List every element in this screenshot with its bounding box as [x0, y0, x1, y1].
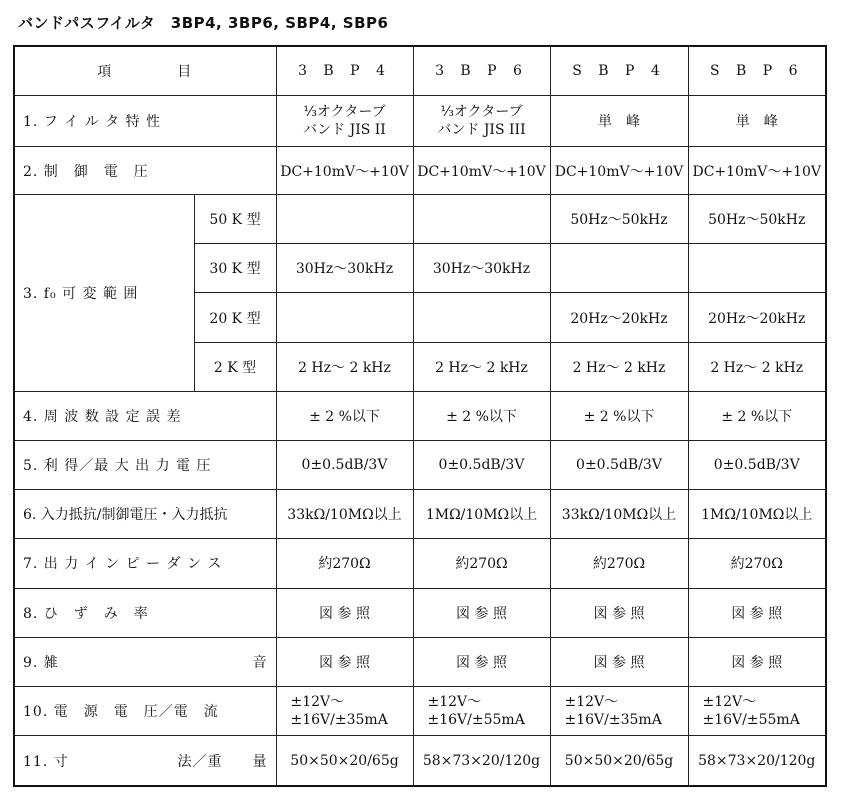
cell-3bp4: 30Hz～30kHz [276, 244, 413, 293]
row-label [14, 637, 276, 686]
cell-sbp4 [550, 686, 688, 735]
cell-sbp4: 約270Ω [550, 539, 688, 588]
cell-3bp4 [276, 195, 413, 244]
row-control-voltage [14, 146, 826, 194]
cell-sbp6: 図 参 照 [688, 588, 826, 637]
header-model-3bp6: 3 B P 6 [413, 46, 550, 95]
cell-line-2: ±16V/±55mA [427, 712, 525, 729]
cell-3bp6 [413, 195, 550, 244]
cell-3bp4 [276, 686, 413, 735]
cell-sbp6: 図 参 照 [688, 637, 826, 686]
row-gain-max-output [14, 441, 826, 490]
cell-line-1: ±12V～ [290, 694, 345, 711]
cell-3bp6 [413, 95, 550, 146]
row-filter-characteristic [14, 95, 826, 146]
row-label: 2. 制 御 電 圧 [14, 146, 276, 194]
row-dimensions-weight [14, 736, 826, 786]
row-label-start: 11. 寸 [23, 753, 69, 770]
row-label: 5. 利 得／最 大 出 力 電 圧 [14, 441, 276, 490]
row-label: 7. 出 力 イ ン ピ ー ダ ン ス [14, 539, 276, 588]
cell-line-2: ±16V/±35mA [564, 712, 662, 729]
cell-3bp4: DC+10mV～+10V [276, 146, 413, 194]
row-label: 4. 周 波 数 設 定 誤 差 [14, 391, 276, 440]
row-f0-range-50k [14, 195, 826, 244]
cell-3bp6: 図 参 照 [413, 637, 550, 686]
header-row [14, 46, 826, 95]
cell-sbp4: 図 参 照 [550, 588, 688, 637]
row-frequency-error [14, 391, 826, 440]
cell-3bp6: DC+10mV～+10V [413, 146, 550, 194]
cell-sbp4: 20Hz～20kHz [550, 293, 688, 342]
cell-3bp4: 0±0.5dB/3V [276, 441, 413, 490]
cell-line-1: ⅓オクターブ [303, 103, 386, 120]
cell-line-1: ⅓オクターブ [440, 103, 523, 120]
cell-3bp4: 約270Ω [276, 539, 413, 588]
row-label [14, 736, 276, 786]
cell-line-1: ±12V～ [702, 694, 757, 711]
cell-3bp6: 約270Ω [413, 539, 550, 588]
cell-sbp6: 2 Hz～ 2 kHz [688, 342, 826, 391]
cell-3bp6: 0±0.5dB/3V [413, 441, 550, 490]
cell-line-1: ±12V～ [427, 694, 482, 711]
cell-sbp6: 20Hz～20kHz [688, 293, 826, 342]
cell-3bp4 [276, 95, 413, 146]
cell-sbp4: 図 参 照 [550, 637, 688, 686]
cell-3bp6: 58×73×20/120g [413, 736, 550, 786]
cell-sbp4: DC+10mV～+10V [550, 146, 688, 194]
cell-3bp6: 図 参 照 [413, 588, 550, 637]
row-label: 6. 入力抵抗/制御電圧・入力抵抗 [14, 490, 276, 539]
cell-sbp6: 1MΩ/10MΩ以上 [688, 490, 826, 539]
cell-3bp4 [276, 293, 413, 342]
cell-sbp4: 0±0.5dB/3V [550, 441, 688, 490]
row-noise [14, 637, 826, 686]
cell-3bp6 [413, 293, 550, 342]
cell-sbp4 [550, 244, 688, 293]
sub-label-20k: 20 K 型 [194, 293, 276, 342]
cell-sbp6: 0±0.5dB/3V [688, 441, 826, 490]
row-label-end: 法／重 量 [177, 753, 268, 770]
page-title: バンドパスフイルタ 3BP4, 3BP6, SBP4, SBP6 [18, 14, 389, 32]
cell-sbp4: ± 2 %以下 [550, 391, 688, 440]
row-label-start: 9. 雑 [23, 654, 59, 671]
cell-line-2: バンド JIS II [303, 121, 386, 138]
cell-3bp4: 図 参 照 [276, 637, 413, 686]
header-model-3bp4: 3 B P 4 [276, 46, 413, 95]
cell-sbp6 [688, 244, 826, 293]
cell-sbp6: ± 2 %以下 [688, 391, 826, 440]
cell-sbp4: 単 峰 [550, 95, 688, 146]
sub-label-2k: 2 K 型 [194, 342, 276, 391]
cell-line-2: ±16V/±55mA [702, 712, 800, 729]
header-model-sbp4: S B P 4 [550, 46, 688, 95]
row-input-resistance [14, 490, 826, 539]
cell-sbp6: DC+10mV～+10V [688, 146, 826, 194]
cell-line-1: ±12V～ [564, 694, 619, 711]
cell-3bp4: 図 参 照 [276, 588, 413, 637]
cell-3bp6: ± 2 %以下 [413, 391, 550, 440]
row-power-supply [14, 686, 826, 735]
row-label: 1. フ イ ル タ 特 性 [14, 95, 276, 146]
row-label: 8. ひ ず み 率 [14, 588, 276, 637]
cell-sbp4: 50Hz～50kHz [550, 195, 688, 244]
cell-3bp6: 2 Hz～ 2 kHz [413, 342, 550, 391]
cell-sbp4: 33kΩ/10MΩ以上 [550, 490, 688, 539]
spec-table [13, 45, 827, 787]
cell-line-2: バンド JIS III [437, 121, 526, 138]
cell-3bp4: 50×50×20/65g [276, 736, 413, 786]
cell-3bp6: 1MΩ/10MΩ以上 [413, 490, 550, 539]
cell-3bp4: 2 Hz～ 2 kHz [276, 342, 413, 391]
row-label: 10. 電 源 電 圧／電 流 [14, 686, 276, 735]
cell-3bp4: 33kΩ/10MΩ以上 [276, 490, 413, 539]
cell-3bp6: 30Hz～30kHz [413, 244, 550, 293]
row-label-end: 音 [252, 654, 268, 671]
cell-sbp6: 50Hz～50kHz [688, 195, 826, 244]
header-item: 項 目 [14, 46, 276, 95]
header-model-sbp6: S B P 6 [688, 46, 826, 95]
cell-line-2: ±16V/±35mA [290, 712, 388, 729]
row-output-impedance [14, 539, 826, 588]
cell-3bp4: ± 2 %以下 [276, 391, 413, 440]
cell-3bp6 [413, 686, 550, 735]
sub-label-50k: 50 K 型 [194, 195, 276, 244]
row-distortion [14, 588, 826, 637]
sub-label-30k: 30 K 型 [194, 244, 276, 293]
cell-sbp6: 58×73×20/120g [688, 736, 826, 786]
cell-sbp4: 50×50×20/65g [550, 736, 688, 786]
cell-sbp6: 単 峰 [688, 95, 826, 146]
cell-sbp6 [688, 686, 826, 735]
row-label: 3. f₀ 可 変 範 囲 [14, 195, 194, 392]
cell-sbp4: 2 Hz～ 2 kHz [550, 342, 688, 391]
cell-sbp6: 約270Ω [688, 539, 826, 588]
